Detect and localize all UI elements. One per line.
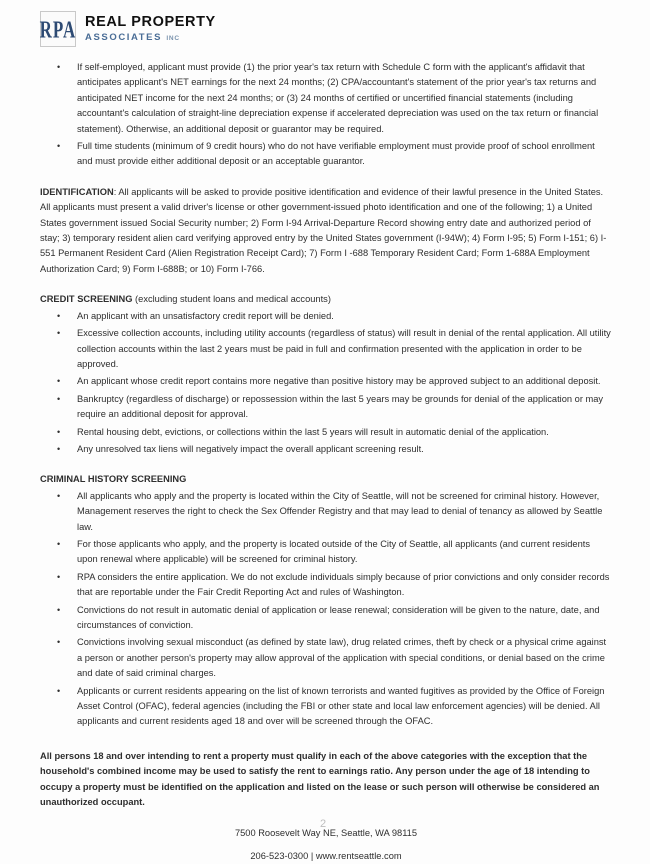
bullet-item: • If self-employed, applicant must provide (1) the prior year's tax return with Schedule C form with the applicant's affidavit that anticipates applicant's NET earnings for the next 24 months; (2) CPA/accountant's statement of the prior year's tax returns and anticipated NET income for the next 24 months; or (3) 24 months of certified or uncertified financial statements (including accountant's calculation of straight-line depreciation expense if accelerated depreciation was used on the tax return or financial statement). Otherwise, an additional deposit or guarantor may be required. [40,60,612,137]
bullet-item: • An applicant with an unsatisfactory credit report will be denied. [40,309,612,324]
bullet-item: • All applicants who apply and the property is located within the City of Seattle, will not be screened for criminal history. However, Management reserves the right to check the Sex Offender Registry and that may lead to denial of tenancy as allowed by Seattle law. [40,489,612,535]
bullet-item: • Bankruptcy (regardless of discharge) or repossession within the last 5 years may be grounds for denial of the application or may require an additional deposit for approval. [40,392,612,423]
footer-address: 7500 Roosevelt Way NE, Seattle, WA 98115 [234,828,418,839]
logo-acronym: RPA [39,15,77,43]
rpa-logo-icon [40,11,76,47]
bullet-item: • Any unresolved tax liens will negatively impact the overall applicant screening result. [40,442,612,457]
company-logo [40,8,612,50]
bullet-item: • An applicant whose credit report contains more negative than positive history may be approved subject to an additional deposit. [40,374,612,389]
credit-heading: CREDIT SCREENING [40,294,133,305]
employment-section [40,60,612,170]
bullet-item: • Excessive collection accounts, including utility accounts (regardless of status) will result in denial of the rental application. All utility collection accounts within the last 2 years must be paid in full and confirmation presented with the application in order to be approved. [40,326,612,372]
identification-section [40,185,612,277]
company-subname [85,33,216,43]
employment-bullet-list [40,60,612,170]
bullet-item: • Applicants or current residents appearing on the list of known terrorists and wanted fugitives as provided by the Office of Foreign Asset Control (OFAC), federal agencies (including the FBI or other state and local law enforcement agencies) will be denied. All applicants and current residents aged 18 and over will be screened through the OFAC. [40,684,612,730]
identification-heading: IDENTIFICATION [40,186,114,197]
credit-heading-line [40,292,612,307]
bullet-item: • RPA considers the entire application. We do not exclude individuals simply because of prior convictions and only consider records that are reportable under the Fair Credit Reporting Act and rules of Washington. [40,570,612,601]
criminal-bullet-list [40,489,612,730]
footer [40,826,612,864]
criminal-heading: CRIMINAL HISTORY SCREENING [40,474,187,485]
closing-paragraph: All persons 18 and over intending to rent a property must qualify in each of the above categories with the exception that the household's combined income may be used to satisfy the rent to earnings ratio. Any person under the age of 18 intending to occupy a property must be identified on the application and listed on the lease or such person will otherwise be considered an unauthorized occupant. [40,750,600,808]
identification-body: : All applicants will be asked to provide positive identification and evidence of their lawful presence in the United States. All applicants must present a valid driver's license or other government-issued photo identification and one of the following; 1) a United States government issued Social Security number; 2) Form I-94 Arrival-Departure Record showing entry date and authorized period of stay; 3) temporary resident alien card verifying approved entry by the United States government (I-94W); 4) Form I-95; 5) Form I-151; 6) I-551 Permanent Resident Card (Alien Registration Receipt Card); 7) Form I -688 Temporary Resident Card; Form 1-688A Employment Authorization Card; 9) Form I-688B; or 10) Form I-766. [40,186,607,274]
company-subname-text: ASSOCIATES [85,31,163,43]
page-number: 2 [320,818,327,830]
company-suffix: INC [166,34,180,42]
credit-subheading: (excluding student loans and medical accounts) [132,294,331,305]
criminal-history-section [40,472,612,730]
bullet-item: • Convictions involving sexual misconduct (as defined by state law), drug related crimes, theft by check or a physical crime against a person or another person's property may allow approval of the application with special conditions, or denial based on the crime and date of said criminal charges. [40,635,612,681]
bullet-item: • Rental housing debt, evictions, or collections within the last 5 years will result in automatic denial of the application. [40,425,612,440]
bullet-item: • Full time students (minimum of 9 credit hours) who do not have verifiable employment must provide proof of school enrollment and must provide either additional deposit or an acceptable guarantor. [40,139,612,170]
company-wordmark [85,15,216,42]
footer-contact: 206-523-0300 | www.rentseattle.com [250,850,402,861]
credit-bullet-list [40,309,612,458]
bullet-item: • For those applicants who apply, and the property is located outside of the City of Seattle, all applicants (and current residents upon renewal where applicable) will be screened for criminal history. [40,537,612,568]
company-name: REAL PROPERTY [85,14,216,31]
bullet-item: • Convictions do not result in automatic denial of application or lease renewal; consideration will be given to the nature, date, and circumstances of conviction. [40,603,612,634]
identification-paragraph [40,185,612,277]
credit-screening-section [40,292,612,457]
